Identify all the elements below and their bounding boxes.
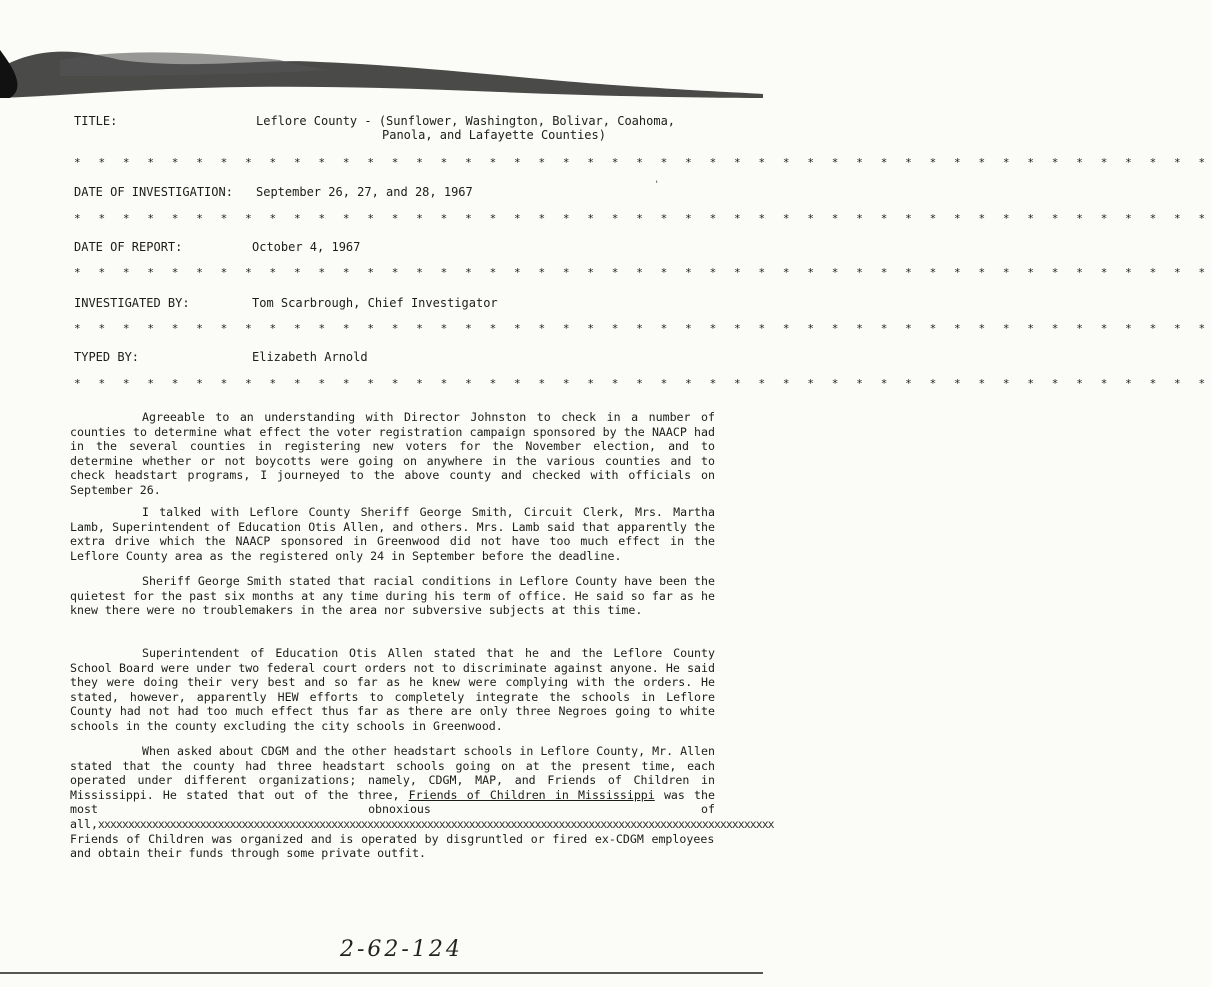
separator-3: * * * * * * * * * * * * * * * * * * * * * * * * * * * * * * * * * * * * * * * * * * * * * * * <box>74 266 1211 279</box>
separator-5: * * * * * * * * * * * * * * * * * * * * * * * * * * * * * * * * * * * * * * * * * * * * * * * <box>74 377 1211 390</box>
title-line-1: Leflore County - (Sunflower, Washington, Bolivar, Coahoma, <box>256 114 676 128</box>
paragraph-5-text-c: Friends of Children was organized and is operated by disgruntled or fired ex-CDGM employees and obtain their funds through some private outfit. <box>70 831 715 861</box>
paragraph-4 <box>70 646 715 734</box>
investigated-by-label: INVESTIGATED BY: <box>74 296 190 310</box>
separator-2: * * * * * * * * * * * * * * * * * * * * * * * * * * * * * * * * * * * * * * * * * * * * * * * <box>74 212 1211 225</box>
paragraph-1-text: Agreeable to an understanding with Director Johnston to check in a number of counties to determine what effect the voter registration campaign sponsored by the NAACP had in the several counties in registering new voters for the November election, and to determine whether or not boycotts were going on anywhere in the various counties and to check headstart programs, I journeyed to the above county and checked with officials on September 26. <box>70 410 715 497</box>
title-line-2: Panola, and Lafayette Counties) <box>382 128 606 142</box>
paragraph-3-text: Sheriff George Smith stated that racial conditions in Leflore County have been the quietest for the past six months at any time during his term of office. He said so far as he knew there were no troublemakers in the area nor subversive subjects at this time. <box>70 574 715 618</box>
date-report-value: October 4, 1967 <box>252 240 361 254</box>
separator-1: * * * * * * * * * * * * * * * * * * * * * * * * * * * * * * * * * * * * * * * * * * * * * * * <box>74 156 1211 169</box>
paragraph-2 <box>70 505 715 563</box>
paragraph-2-text: I talked with Leflore County Sheriff George Smith, Circuit Clerk, Mrs. Martha Lamb, Superintendent of Education Otis Allen, and others. Mrs. Lamb said that apparently the extra drive which the NAACP sponsored in Greenwood did not have too much effect in the Leflore County area as the registered only 24 in September before the deadline. <box>70 505 715 563</box>
date-report-label: DATE OF REPORT: <box>74 240 183 254</box>
paragraph-5-struck-out: xxxxxxxxxxxxxxxxxxxxxxxxxxxxxxxxxxxxxxxxxxxxxxxxxxxxxxxxxxxxxxxxxxxxxxxxxxxxxxxxxxxxxxxxxxxxxxxxxxxxxxxxxxxxxxxxx <box>97 816 774 831</box>
separator-4: * * * * * * * * * * * * * * * * * * * * * * * * * * * * * * * * * * * * * * * * * * * * * * * <box>74 322 1211 335</box>
title-label: TITLE: <box>74 114 118 128</box>
paragraph-5-text-a: When asked about CDGM and the other headstart schools in Leflore County, Mr. Allen stated that the county had three headstart schools going on at the present time, each operated under different organizations; namely, CDGM, MAP, and Friends of Children in Mississippi. He stated that out of the three, <box>70 744 715 802</box>
paragraph-5-underlined: Friends of Children in Mississippi <box>408 787 655 802</box>
scan-bottom-edge <box>0 972 763 974</box>
paragraph-5 <box>70 744 774 861</box>
investigated-by-value: Tom Scarbrough, Chief Investigator <box>252 296 498 310</box>
paragraph-1 <box>70 410 715 498</box>
document-number: 2-62-124 <box>340 937 463 962</box>
scan-mark: ' <box>654 180 660 190</box>
date-investigation-value: September 26, 27, and 28, 1967 <box>256 185 473 199</box>
scan-smudge <box>0 40 763 100</box>
paragraph-5-text-b: was the most obnoxious of all, <box>70 787 715 831</box>
typed-by-value: Elizabeth Arnold <box>252 350 368 364</box>
date-investigation-label: DATE OF INVESTIGATION: <box>74 185 233 199</box>
paragraph-3 <box>70 574 715 618</box>
paragraph-4-text: Superintendent of Education Otis Allen stated that he and the Leflore County School Board were under two federal court orders not to discriminate against anyone. He said they were doing their very best and so far as he knew were complying with the orders. He stated, however, apparently HEW efforts to completely integrate the schools in Leflore County had not had too much effect thus far as there are only three Negroes going to white schools in the county excluding the city schools in Greenwood. <box>70 646 715 733</box>
typed-by-label: TYPED BY: <box>74 350 140 364</box>
